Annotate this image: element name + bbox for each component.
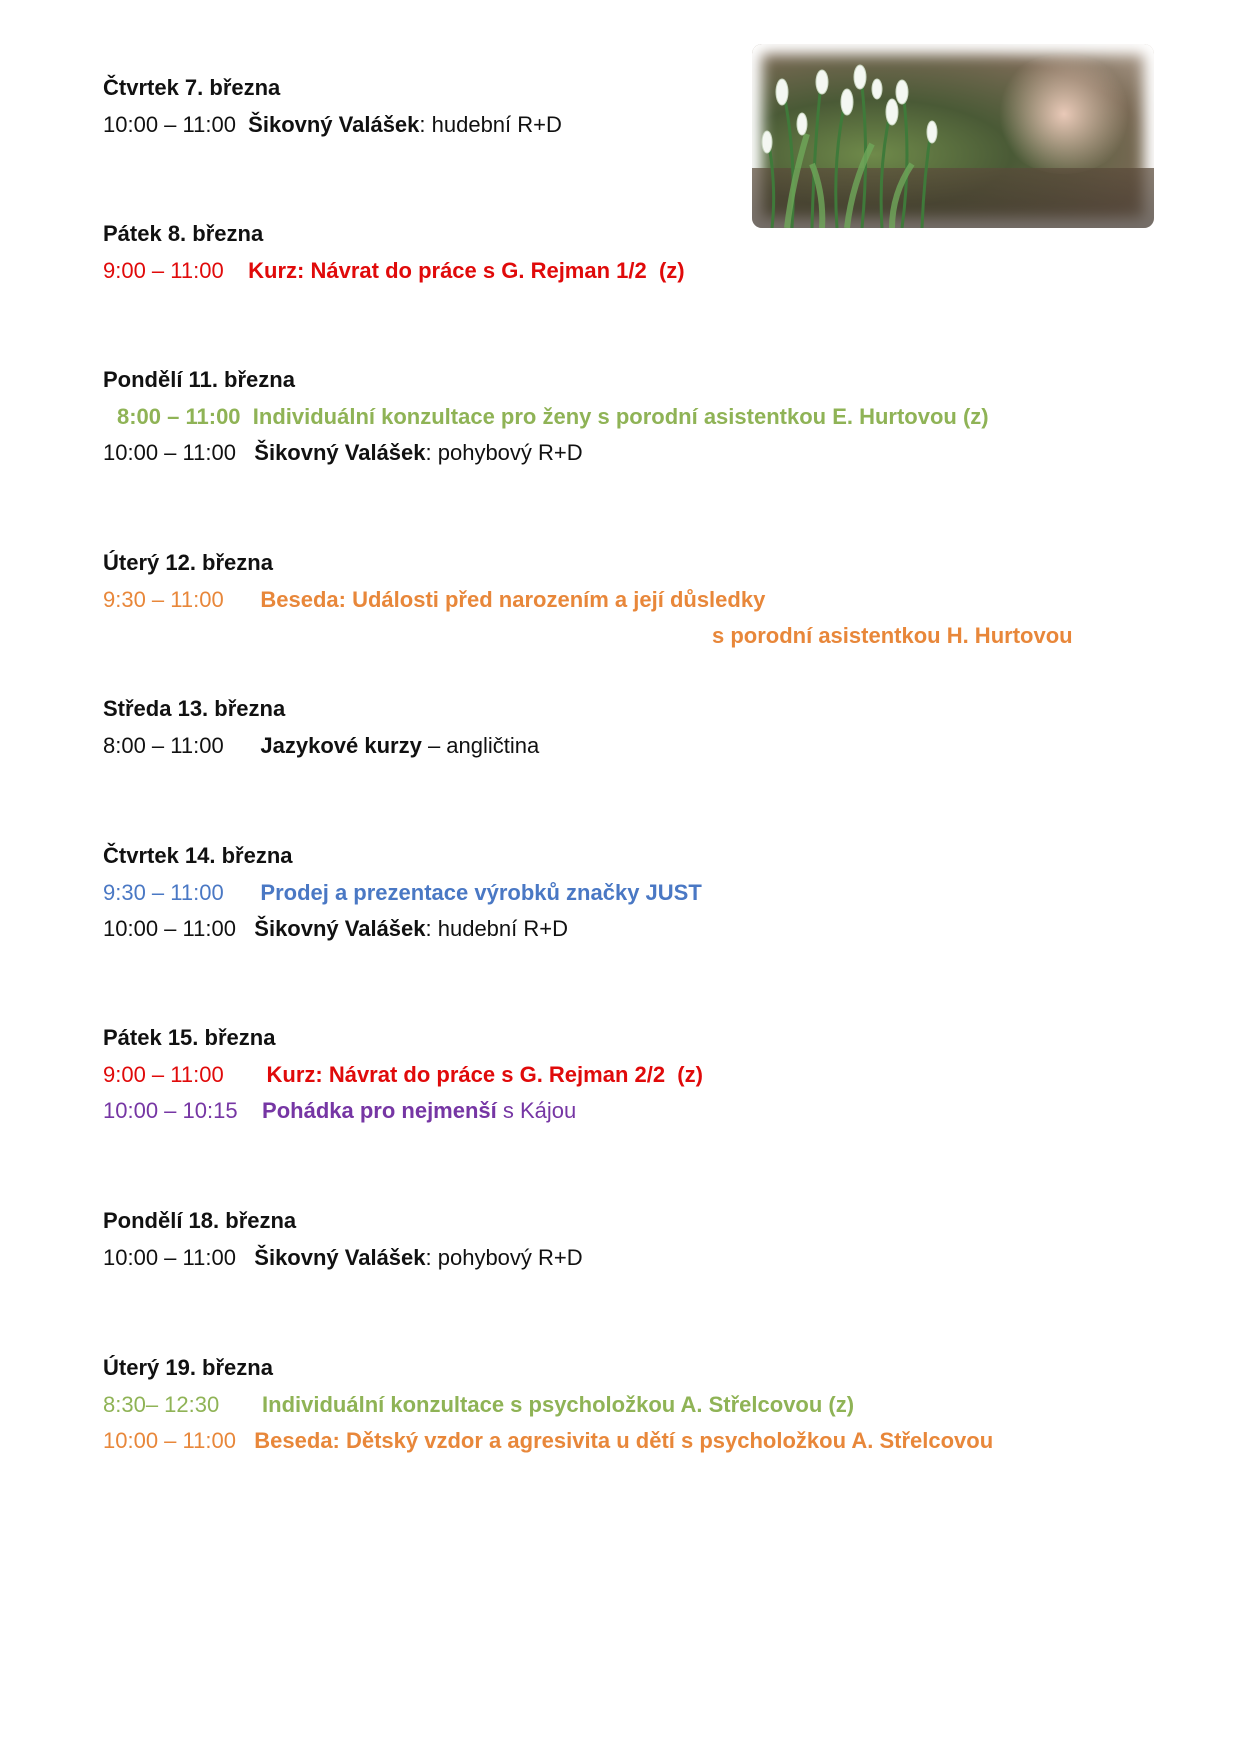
event-name: Pohádka pro nejmenší — [262, 1098, 497, 1123]
day-heading: Úterý 19. března — [103, 1355, 273, 1380]
event-row — [103, 1097, 576, 1125]
event-time: 10:00 – 11:00 — [103, 440, 236, 465]
event-row — [103, 1061, 703, 1089]
event-time: 8:30– 12:30 — [103, 1392, 220, 1417]
event-detail: s Kájou — [496, 1098, 577, 1123]
event-detail: : hudební R+D — [419, 112, 562, 137]
event-row — [103, 439, 583, 467]
event-detail: : pohybový R+D — [425, 1245, 583, 1270]
event-row — [103, 879, 702, 907]
event-detail: : hudební R+D — [425, 916, 568, 941]
event-name: Individuální konzultace pro ženy s porodní asistentkou E. Hurtovou (z) — [252, 404, 989, 429]
event-time: 8:00 – 11:00 — [117, 404, 241, 429]
event-row — [103, 586, 765, 614]
event-name: Šikovný Valášek — [248, 112, 420, 137]
day-heading: Středa 13. března — [103, 696, 286, 721]
event-detail: : pohybový R+D — [425, 440, 583, 465]
event-time: 9:00 – 11:00 — [103, 1062, 224, 1087]
snowdrops-photo — [752, 44, 1154, 228]
event-detail: – angličtina — [421, 733, 540, 758]
event-name: Šikovný Valášek — [254, 916, 426, 941]
event-row — [103, 1244, 583, 1272]
event-time: 9:30 – 11:00 — [103, 880, 224, 905]
event-name: Beseda: Dětský vzdor a agresivita u dětí s psycholožkou A. Střelcovou — [254, 1428, 994, 1453]
event-row — [117, 403, 989, 431]
event-name: Šikovný Valášek — [254, 440, 426, 465]
event-row — [103, 732, 539, 760]
event-time: 9:00 – 11:00 — [103, 258, 224, 283]
event-time: 10:00 – 11:00 — [103, 112, 236, 137]
day-heading: Pátek 8. března — [103, 221, 264, 246]
event-row — [103, 111, 562, 139]
event-name: Individuální konzultace s psycholožkou A. Střelcovou (z) — [262, 1392, 855, 1417]
event-row — [103, 1391, 854, 1419]
event-row — [103, 257, 685, 285]
event-time: 10:00 – 11:00 — [103, 916, 236, 941]
day-heading: Úterý 12. března — [103, 550, 273, 575]
event-time: 10:00 – 11:00 — [103, 1245, 236, 1270]
event-continuation: s porodní asistentkou H. Hurtovou — [712, 623, 1073, 648]
event-time: 10:00 – 11:00 — [103, 1428, 236, 1453]
event-name: Prodej a prezentace výrobků značky JUST — [260, 880, 702, 905]
day-heading: Pondělí 11. března — [103, 367, 295, 392]
day-heading: Pátek 15. března — [103, 1025, 276, 1050]
day-heading: Čtvrtek 14. března — [103, 843, 293, 868]
event-name: Jazykové kurzy — [260, 733, 422, 758]
event-name: Kurz: Návrat do práce s G. Rejman 1/2 (z) — [248, 258, 685, 283]
event-time: 8:00 – 11:00 — [103, 733, 224, 758]
event-name: Beseda: Události před narozením a její důsledky — [260, 587, 766, 612]
event-name: Šikovný Valášek — [254, 1245, 426, 1270]
event-row — [103, 915, 568, 943]
event-name: Kurz: Návrat do práce s G. Rejman 2/2 (z) — [266, 1062, 703, 1087]
event-time: 10:00 – 10:15 — [103, 1098, 238, 1123]
day-heading: Pondělí 18. března — [103, 1208, 297, 1233]
event-time: 9:30 – 11:00 — [103, 587, 224, 612]
event-row — [103, 1427, 993, 1455]
day-heading: Čtvrtek 7. března — [103, 75, 281, 100]
